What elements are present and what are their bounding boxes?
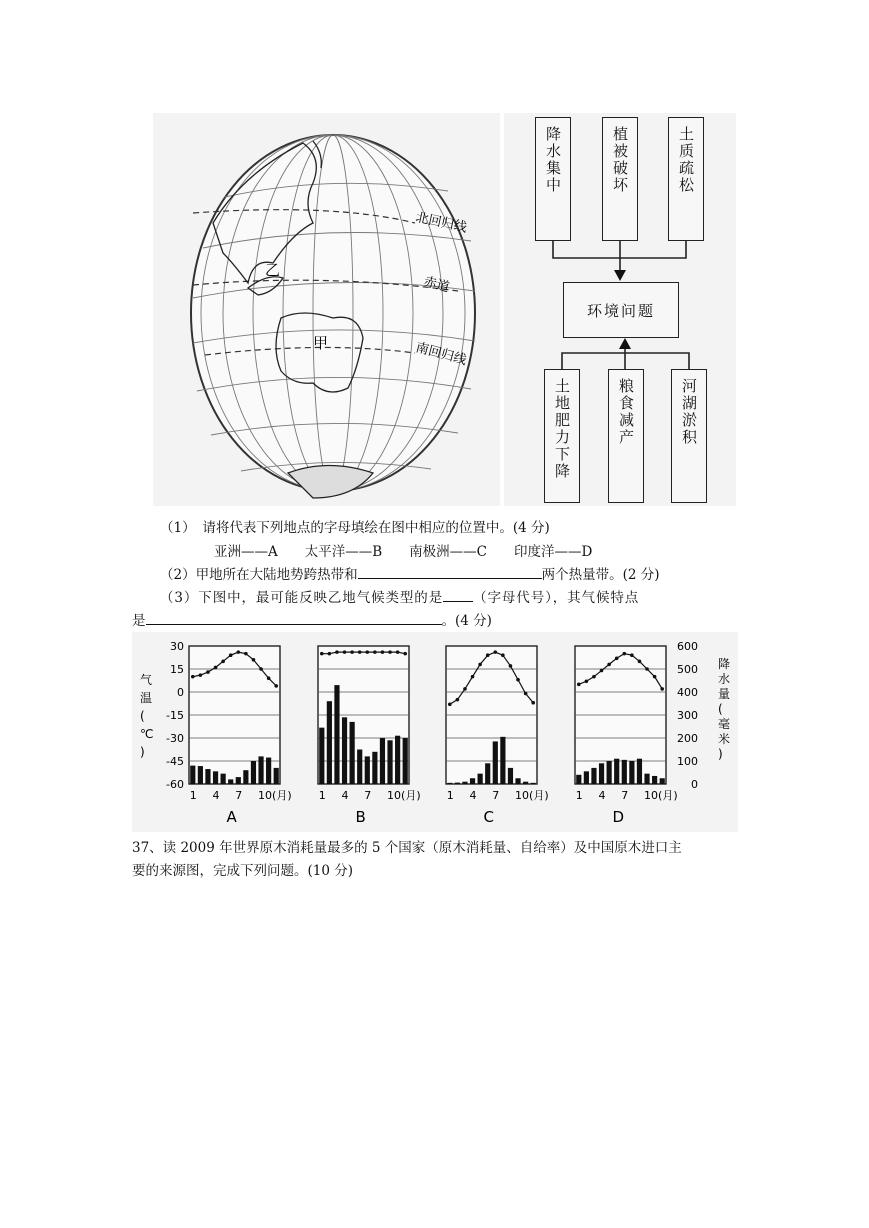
left-axis-label-char: 气	[140, 673, 153, 687]
left-tick-5: -45	[166, 755, 184, 768]
question-37-text2: 要的来源图，完成下列问题。(10 分)	[132, 863, 354, 879]
temp-point-D	[638, 660, 642, 664]
question-1-text: （1） 请将代表下列地点的字母填绘在图中相应的位置中。(4 分)	[160, 520, 550, 536]
globe-map	[153, 113, 500, 506]
temp-point-A	[221, 660, 225, 664]
panel-name-A: A	[226, 808, 237, 826]
temp-point-D	[585, 679, 589, 683]
temp-point-B	[335, 650, 339, 654]
x-tick-D: 10(月)	[644, 789, 678, 802]
question-1-items-text: 亚洲——A 太平洋——B 南极洲——C 印度洋——D	[214, 544, 593, 560]
temp-point-A	[259, 667, 263, 671]
precip-bar-D	[584, 771, 589, 784]
panel-name-B: B	[355, 808, 366, 826]
flow-box-top-1: 降水集中	[535, 117, 571, 241]
temp-point-B	[350, 650, 354, 654]
label-yi: 乙	[265, 261, 281, 279]
temp-point-D	[653, 675, 657, 679]
temp-point-D	[592, 675, 596, 679]
precip-bar-D	[614, 759, 619, 784]
left-tick-6: -60	[166, 778, 184, 791]
precip-bar-A	[213, 771, 218, 784]
precip-bar-D	[637, 759, 642, 784]
question-3-pre: （3）下图中，最可能反映乙地气候类型的是	[160, 590, 444, 606]
temp-point-B	[320, 652, 324, 656]
right-axis-label-char: 降	[718, 657, 731, 671]
x-tick-A: 10(月)	[258, 789, 292, 802]
flow-box-top-3: 土质疏松	[668, 117, 704, 241]
precip-bar-B	[387, 740, 392, 784]
precip-bar-A	[205, 769, 210, 784]
left-tick-2: 0	[177, 686, 184, 699]
temp-point-D	[607, 663, 611, 667]
x-tick-D: 1	[575, 789, 583, 802]
temp-point-B	[358, 650, 362, 654]
question-3-line2-pre: 是	[132, 613, 146, 629]
precip-bar-C	[500, 737, 505, 784]
temp-point-A	[274, 684, 278, 688]
precip-bar-D	[576, 775, 581, 784]
climate-charts	[132, 632, 738, 832]
answer-blank-3a[interactable]	[443, 601, 473, 602]
question-37-line2	[132, 859, 353, 879]
precip-bar-B	[319, 728, 324, 784]
precip-bar-C	[462, 782, 467, 784]
left-axis-label-char: )	[140, 745, 145, 759]
temp-point-C	[524, 692, 528, 696]
temp-point-A	[267, 676, 271, 680]
precip-bar-A	[221, 774, 226, 784]
x-tick-B: 10(月)	[387, 789, 421, 802]
right-axis-label-char: 米	[718, 732, 731, 746]
precip-bar-B	[365, 756, 370, 784]
temp-point-C	[531, 701, 535, 705]
climate-charts-panel	[132, 632, 738, 832]
x-tick-B: 4	[341, 789, 349, 802]
precip-bar-C	[531, 783, 536, 784]
precip-bar-D	[591, 768, 596, 784]
question-1-items	[214, 540, 592, 560]
precip-bar-D	[660, 778, 665, 784]
temp-point-C	[471, 675, 475, 679]
precip-bar-A	[236, 777, 241, 784]
precip-bar-B	[357, 750, 362, 785]
precip-bar-B	[327, 701, 332, 784]
right-axis-label-char: )	[718, 747, 723, 761]
temp-point-C	[516, 678, 520, 682]
left-axis-label-char: ℃	[140, 727, 154, 741]
precip-bar-A	[258, 756, 263, 784]
x-tick-C: 7	[492, 789, 500, 802]
precip-bar-D	[622, 760, 627, 784]
temp-point-C	[493, 650, 497, 654]
right-tick-3: 300	[677, 709, 698, 722]
right-tick-4: 200	[677, 732, 698, 745]
precip-bar-A	[274, 768, 279, 784]
precip-bar-A	[251, 761, 256, 784]
right-axis-label-char: 水	[718, 672, 731, 686]
flow-box-bottom-2: 粮食减产	[608, 369, 644, 503]
temp-point-C	[509, 664, 513, 668]
temp-point-B	[365, 650, 369, 654]
flow-diagram-panel	[504, 113, 736, 506]
label-tropic-s: 南回归线	[413, 340, 469, 369]
precip-bar-D	[652, 776, 657, 784]
x-tick-A: 7	[235, 789, 243, 802]
right-tick-1: 500	[677, 663, 698, 676]
precip-bar-C	[493, 741, 498, 784]
globe-map-panel	[153, 113, 500, 506]
right-axis-label-char: (	[718, 702, 723, 716]
right-tick-2: 400	[677, 686, 698, 699]
temp-point-A	[191, 675, 195, 679]
precip-bar-C	[478, 774, 483, 784]
question-3	[160, 586, 639, 606]
precip-bar-D	[629, 761, 634, 784]
x-tick-A: 1	[189, 789, 197, 802]
precip-bar-B	[334, 685, 339, 784]
flow-box-bottom-1: 土地肥力下降	[544, 369, 580, 503]
right-tick-5: 100	[677, 755, 698, 768]
temp-point-C	[501, 653, 505, 657]
precip-bar-B	[372, 752, 377, 784]
precip-bar-C	[523, 782, 528, 784]
question-3-mid: （字母代号），其气候特点	[473, 590, 640, 606]
panel-name-D: D	[612, 808, 625, 826]
right-tick-6: 0	[691, 778, 698, 791]
precip-bar-B	[395, 736, 400, 784]
label-tropic-n: 北回归线	[414, 210, 469, 236]
temp-point-A	[244, 652, 248, 656]
precip-bar-B	[350, 722, 355, 784]
temp-point-B	[396, 650, 400, 654]
temp-point-A	[214, 666, 218, 670]
question-2-pre: （2）甲地所在大陆地势跨热带和	[160, 567, 358, 583]
answer-blank-3b[interactable]	[146, 624, 442, 625]
label-equator: 赤道	[421, 274, 451, 296]
left-tick-3: -15	[166, 709, 184, 722]
precip-bar-A	[228, 779, 233, 784]
temp-point-D	[630, 653, 634, 657]
x-tick-B: 7	[364, 789, 372, 802]
temp-point-A	[206, 670, 210, 674]
precip-bar-C	[485, 763, 490, 784]
temp-point-B	[343, 650, 347, 654]
x-tick-D: 4	[598, 789, 606, 802]
x-tick-C: 4	[469, 789, 477, 802]
temp-point-C	[448, 702, 452, 706]
left-tick-4: -30	[166, 732, 184, 745]
question-37-line1	[132, 836, 682, 856]
right-tick-0: 600	[677, 640, 698, 653]
temp-point-C	[486, 653, 490, 657]
question-37-text1: 37、读 2009 年世界原木消耗量最多的 5 个国家（原木消耗量、自给率）及中国原木进口主	[132, 840, 682, 856]
precip-bar-D	[644, 774, 649, 784]
x-tick-D: 7	[621, 789, 629, 802]
question-3-line2	[132, 609, 492, 629]
precip-bar-A	[198, 766, 203, 784]
x-tick-A: 4	[212, 789, 220, 802]
left-axis-label-char: (	[140, 709, 145, 723]
left-axis-label-char: 温	[140, 691, 153, 705]
precip-bar-C	[455, 783, 460, 784]
temp-point-B	[381, 650, 385, 654]
temp-point-D	[615, 656, 619, 660]
precip-bar-C	[508, 768, 513, 784]
temp-point-B	[328, 652, 332, 656]
question-3-line2-post: 。(4 分)	[441, 613, 492, 629]
temp-point-B	[373, 650, 377, 654]
temp-point-B	[403, 652, 407, 656]
temp-point-C	[463, 687, 467, 691]
flow-box-top-2: 植被破坏	[602, 117, 638, 241]
temp-point-D	[660, 687, 664, 691]
precip-bar-D	[599, 763, 604, 784]
precip-bar-C	[470, 778, 475, 784]
right-axis-label-char: 量	[718, 687, 731, 701]
question-2	[160, 563, 660, 583]
temp-point-D	[622, 652, 626, 656]
right-axis-label-char: 毫	[718, 717, 731, 731]
temp-point-A	[252, 658, 256, 662]
precip-bar-B	[380, 738, 385, 784]
flow-box-center: 环境问题	[563, 282, 679, 338]
question-1	[160, 516, 550, 536]
precip-bar-D	[607, 761, 612, 784]
precip-bar-A	[243, 770, 248, 784]
temp-point-A	[199, 673, 203, 677]
x-tick-C: 10(月)	[515, 789, 549, 802]
x-tick-C: 1	[446, 789, 454, 802]
left-tick-0: 30	[170, 640, 184, 653]
precip-bar-A	[190, 766, 195, 784]
x-tick-B: 1	[318, 789, 326, 802]
precip-bar-A	[266, 758, 271, 784]
precip-bar-C	[515, 778, 520, 784]
precip-bar-B	[342, 717, 347, 784]
temp-point-D	[645, 667, 649, 671]
temp-point-C	[478, 663, 482, 667]
question-2-post: 两个热量带。(2 分)	[541, 567, 660, 583]
answer-blank-2[interactable]	[358, 578, 542, 579]
label-jia: 甲	[313, 334, 329, 352]
flow-box-bottom-3: 河湖淤积	[671, 369, 707, 503]
left-tick-1: 15	[170, 663, 184, 676]
temp-point-A	[229, 653, 233, 657]
temp-point-B	[388, 650, 392, 654]
precip-bar-B	[403, 738, 408, 784]
temp-point-A	[236, 650, 240, 654]
precip-bar-C	[447, 783, 452, 784]
temp-point-C	[456, 698, 460, 702]
temp-point-D	[577, 683, 581, 687]
temp-point-D	[600, 669, 604, 673]
panel-name-C: C	[483, 808, 494, 826]
